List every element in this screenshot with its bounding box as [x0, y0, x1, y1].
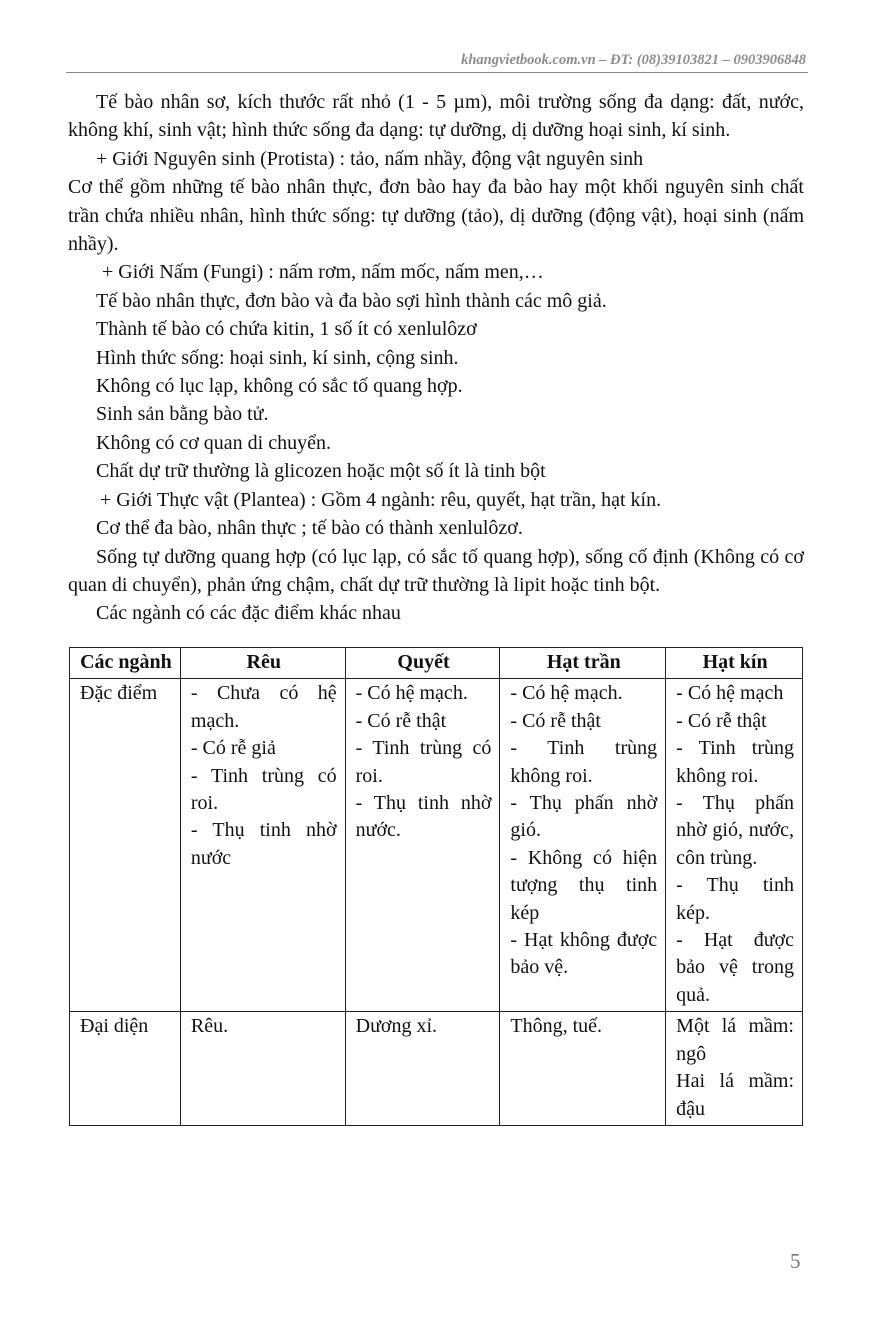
table-row-examples — [70, 1012, 803, 1126]
paragraph: Không có lục lạp, không có sắc tố quang hợp. — [96, 375, 463, 398]
header-cell: Hạt trần — [500, 648, 666, 679]
feature-item: - Có rễ giả — [190, 737, 276, 760]
paragraph: Thành tế bào có chứa kitin, 1 số ít có xenlulôzơ — [96, 318, 477, 341]
feature-item: - Có hệ mạch. — [510, 682, 623, 705]
feature-item: - Thụ tinh nhờ nước. — [355, 792, 492, 842]
feature-item: - Hạt không được bảo vệ. — [510, 929, 658, 979]
section-heading-plantae: + Giới Thực vật (Plantea) : Gồm 4 ngành: rêu, quyết, hạt trần, hạt kín. — [100, 488, 662, 511]
paragraph: Hình thức sống: hoại sinh, kí sinh, cộng sinh. — [96, 346, 459, 369]
feature-item: - Chưa có hệ mạch. — [190, 682, 337, 732]
table-header-row — [70, 648, 803, 679]
section-heading-protista: + Giới Nguyên sinh (Protista) : tảo, nấm nhầy, động vật nguyên sinh — [96, 147, 644, 170]
cell-quyet — [345, 679, 500, 1012]
header-cell: Hạt kín — [666, 648, 803, 679]
feature-item: - Có rễ thật — [355, 709, 447, 732]
paragraph: Cơ thể gồm những tế bào nhân thực, đơn bào hay đa bào hay một khối nguyên sinh chất trần chứa nhiều nhân, hình thức sống: tự dưỡng (tảo), dị dưỡng (động vật), hoại sinh (nấm nhầy). — [68, 176, 804, 256]
feature-item: - Có hệ mạch. — [355, 682, 468, 705]
paragraph: Tế bào nhân thực, đơn bào và đa bào sợi hình thành các mô giả. — [96, 289, 607, 312]
feature-item: - Thụ tinh nhờ nước — [190, 819, 337, 869]
paragraph: Sống tự dưỡng quang hợp (có lục lạp, có sắc tố quang hợp), sống cố định (Không có cơ quan di chuyển), phản ứng chậm, chất dự trữ thường là lipit hoặc tinh bột. — [68, 545, 804, 596]
table-row-features — [70, 679, 803, 1012]
section-heading-fungi: + Giới Nấm (Fungi) : nấm rơm, nấm mốc, nấm men,… — [102, 261, 544, 284]
paragraph: Không có cơ quan di chuyển. — [96, 431, 331, 454]
feature-item: - Có rễ thật — [676, 709, 767, 732]
header-cell: Rêu — [180, 648, 345, 679]
cell-hat-tran — [500, 679, 666, 1012]
header-cell: Quyết — [345, 648, 500, 679]
feature-item: - Tinh trùng có roi. — [190, 764, 337, 815]
row-label: Đại diện — [70, 1012, 181, 1126]
feature-item: - Hạt được bảo vệ trong quả. — [676, 929, 794, 1006]
cell-hat-kin — [666, 1012, 803, 1126]
paragraph: Chất dự trữ thường là glicozen hoặc một số ít là tinh bột — [96, 460, 546, 483]
feature-item: - Tinh trùng có roi. — [355, 737, 492, 787]
feature-item: - Có rễ thật — [510, 709, 601, 732]
feature-item: - Thụ phấn nhờ gió. — [510, 792, 658, 842]
header-rule — [66, 72, 808, 73]
body-text — [68, 88, 804, 628]
cell-quyet: Dương xỉ. — [345, 1012, 500, 1126]
example-item: Một lá mầm: ngô — [676, 1015, 794, 1065]
cell-reu — [180, 679, 345, 1012]
page-number: 5 — [790, 1249, 801, 1273]
plant-divisions-table — [69, 647, 803, 1126]
feature-item: - Có hệ mạch — [676, 682, 784, 705]
paragraph: Sinh sản bằng bào tử. — [96, 403, 269, 426]
page-header: khangvietbook.com.vn – ĐT: (08)39103821 – 0903906848 — [461, 52, 806, 68]
paragraph: Cơ thể đa bào, nhân thực ; tế bào có thành xenlulôzơ. — [96, 517, 523, 540]
header-cell: Các ngành — [70, 648, 181, 679]
example-item: Hai lá mầm: đậu — [676, 1070, 794, 1120]
feature-item: - Không có hiện tượng thụ tinh kép — [510, 846, 658, 924]
feature-item: - Thụ tinh kép. — [676, 874, 794, 924]
feature-item: - Tinh trùng không roi. — [510, 737, 658, 787]
feature-item: - Thụ phấn nhờ gió, nước, côn trùng. — [676, 792, 794, 869]
feature-item: - Tinh trùng không roi. — [676, 737, 794, 787]
cell-reu: Rêu. — [180, 1012, 345, 1126]
cell-hat-tran: Thông, tuế. — [500, 1012, 666, 1126]
cell-hat-kin — [666, 679, 803, 1012]
table-caption: Các ngành có các đặc điểm khác nhau — [96, 602, 401, 625]
paragraph: Tế bào nhân sơ, kích thước rất nhỏ (1 - 5 µm), môi trường sống đa dạng: đất, nước, không khí, sinh vật; hình thức sống đa dạng: tự dưỡng, dị dưỡng hoại sinh, kí sinh. — [68, 91, 804, 142]
row-label: Đặc điểm — [70, 679, 181, 1012]
